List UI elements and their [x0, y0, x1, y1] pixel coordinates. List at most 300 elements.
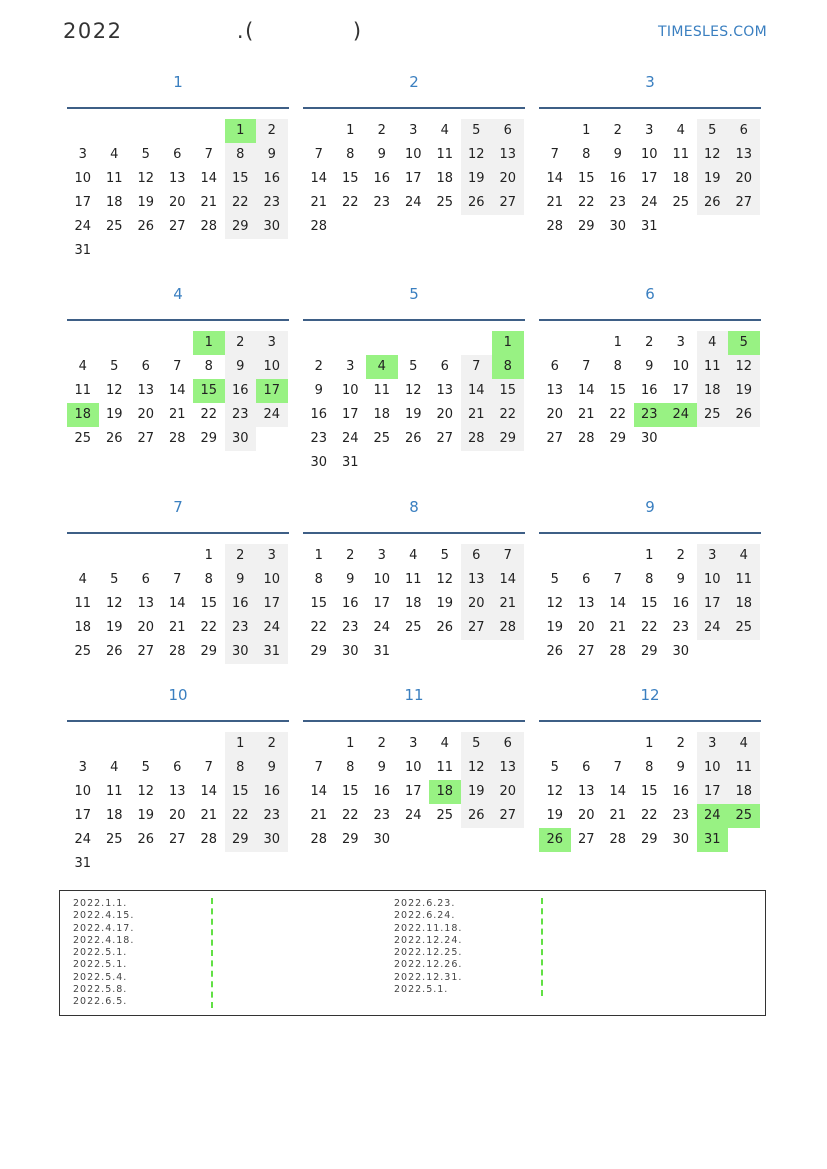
- day-cell[interactable]: 23: [609, 195, 627, 210]
- day-cell[interactable]: 13: [137, 596, 155, 611]
- day-cell[interactable]: 10: [697, 568, 729, 592]
- day-cell[interactable]: 2: [225, 544, 257, 568]
- day-cell[interactable]: 21: [310, 808, 328, 823]
- day-cell[interactable]: 17: [404, 171, 422, 186]
- day-cell[interactable]: 6: [141, 359, 150, 374]
- day-cell[interactable]: 23: [373, 808, 391, 823]
- day-cell[interactable]: 2: [346, 548, 355, 563]
- day-cell[interactable]: 6: [492, 119, 524, 143]
- day-cell[interactable]: 11: [105, 784, 123, 799]
- day-cell[interactable]: 30: [256, 215, 288, 239]
- day-cell[interactable]: 14: [200, 784, 218, 799]
- day-cell[interactable]: 25: [404, 620, 422, 635]
- day-cell[interactable]: 10: [640, 147, 658, 162]
- day-cell[interactable]: 14: [609, 596, 627, 611]
- day-cell[interactable]: 26: [697, 191, 729, 215]
- day-cell[interactable]: 21: [492, 592, 524, 616]
- day-cell[interactable]: 2: [256, 732, 288, 756]
- day-cell[interactable]: 20: [168, 195, 186, 210]
- day-cell[interactable]: 26: [137, 832, 155, 847]
- day-cell[interactable]: 3: [409, 736, 418, 751]
- day-cell[interactable]: 6: [141, 572, 150, 587]
- day-cell[interactable]: 15: [310, 596, 328, 611]
- day-cell[interactable]: 20: [492, 167, 524, 191]
- day-cell[interactable]: 23: [256, 191, 288, 215]
- day-cell[interactable]: 17: [697, 592, 729, 616]
- site-logo[interactable]: TIMESLES.COM: [658, 24, 767, 40]
- day-cell[interactable]: 22: [200, 407, 218, 422]
- day-cell[interactable]: 18: [404, 596, 422, 611]
- day-cell[interactable]: 15: [640, 784, 658, 799]
- day-cell[interactable]: 30: [672, 644, 690, 659]
- day-cell[interactable]: 1: [225, 732, 257, 756]
- day-cell[interactable]: 12: [404, 383, 422, 398]
- day-cell[interactable]: 19: [461, 780, 493, 804]
- day-cell[interactable]: 31: [74, 856, 92, 871]
- day-cell[interactable]: 7: [582, 359, 591, 374]
- day-cell[interactable]: 28: [492, 616, 524, 640]
- day-cell[interactable]: 10: [74, 171, 92, 186]
- day-cell[interactable]: 11: [404, 572, 422, 587]
- day-cell[interactable]: 24: [74, 219, 92, 234]
- day-cell[interactable]: 11: [436, 147, 454, 162]
- day-cell[interactable]: 28: [310, 219, 328, 234]
- day-cell[interactable]: 27: [168, 832, 186, 847]
- day-cell[interactable]: 22: [640, 808, 658, 823]
- day-cell[interactable]: 2: [256, 119, 288, 143]
- day-cell[interactable]: 3: [409, 123, 418, 138]
- day-cell[interactable]: 14: [200, 171, 218, 186]
- day-cell[interactable]: 5: [440, 548, 449, 563]
- day-cell[interactable]: 8: [204, 572, 213, 587]
- day-cell[interactable]: 13: [577, 596, 595, 611]
- day-cell[interactable]: 12: [137, 784, 155, 799]
- day-cell[interactable]: 27: [577, 832, 595, 847]
- day-cell[interactable]: 27: [546, 431, 564, 446]
- day-cell[interactable]: 28: [577, 431, 595, 446]
- day-cell[interactable]: 11: [74, 383, 92, 398]
- day-cell[interactable]: 8: [613, 359, 622, 374]
- day-cell[interactable]: 5: [461, 732, 493, 756]
- day-cell[interactable]: 3: [697, 732, 729, 756]
- day-cell[interactable]: 22: [577, 195, 595, 210]
- day-cell[interactable]: 12: [105, 596, 123, 611]
- day-cell[interactable]: 10: [256, 355, 288, 379]
- day-cell[interactable]: 12: [137, 171, 155, 186]
- day-cell[interactable]: 30: [310, 455, 328, 470]
- day-cell[interactable]: 19: [105, 620, 123, 635]
- day-cell[interactable]: 30: [256, 828, 288, 852]
- day-cell[interactable]: 20: [728, 167, 760, 191]
- day-cell[interactable]: 19: [137, 195, 155, 210]
- day-cell[interactable]: 12: [105, 383, 123, 398]
- day-cell[interactable]: 12: [436, 572, 454, 587]
- day-cell[interactable]: 16: [256, 780, 288, 804]
- day-cell[interactable]: 29: [200, 431, 218, 446]
- day-cell[interactable]: 21: [200, 808, 218, 823]
- day-cell[interactable]: 13: [168, 171, 186, 186]
- day-cell[interactable]: 26: [461, 804, 493, 828]
- day-cell[interactable]: 21: [461, 403, 493, 427]
- day-cell[interactable]: 7: [613, 760, 622, 775]
- day-cell[interactable]: 31: [256, 640, 288, 664]
- day-cell[interactable]: 16: [373, 784, 391, 799]
- day-cell[interactable]: 24: [341, 431, 359, 446]
- day-cell[interactable]: 12: [728, 355, 760, 379]
- holiday-day-cell[interactable]: 1: [225, 119, 257, 143]
- day-cell[interactable]: 22: [200, 620, 218, 635]
- day-cell[interactable]: 28: [546, 219, 564, 234]
- day-cell[interactable]: 17: [640, 171, 658, 186]
- day-cell[interactable]: 8: [645, 572, 654, 587]
- day-cell[interactable]: 7: [314, 760, 323, 775]
- day-cell[interactable]: 21: [200, 195, 218, 210]
- day-cell[interactable]: 26: [461, 191, 493, 215]
- day-cell[interactable]: 19: [546, 808, 564, 823]
- holiday-day-cell[interactable]: 18: [67, 403, 99, 427]
- day-cell[interactable]: 9: [377, 760, 386, 775]
- day-cell[interactable]: 29: [609, 431, 627, 446]
- day-cell[interactable]: 4: [676, 123, 685, 138]
- day-cell[interactable]: 13: [436, 383, 454, 398]
- day-cell[interactable]: 6: [582, 760, 591, 775]
- day-cell[interactable]: 14: [461, 379, 493, 403]
- day-cell[interactable]: 24: [404, 195, 422, 210]
- holiday-day-cell[interactable]: 8: [492, 355, 524, 379]
- day-cell[interactable]: 2: [613, 123, 622, 138]
- day-cell[interactable]: 8: [346, 147, 355, 162]
- day-cell[interactable]: 29: [640, 832, 658, 847]
- day-cell[interactable]: 17: [672, 383, 690, 398]
- day-cell[interactable]: 19: [105, 407, 123, 422]
- day-cell[interactable]: 27: [728, 191, 760, 215]
- day-cell[interactable]: 23: [672, 620, 690, 635]
- day-cell[interactable]: 13: [492, 756, 524, 780]
- day-cell[interactable]: 11: [728, 568, 760, 592]
- day-cell[interactable]: 14: [168, 596, 186, 611]
- day-cell[interactable]: 3: [645, 123, 654, 138]
- day-cell[interactable]: 4: [78, 359, 87, 374]
- day-cell[interactable]: 8: [225, 143, 257, 167]
- day-cell[interactable]: 7: [173, 572, 182, 587]
- day-cell[interactable]: 30: [672, 832, 690, 847]
- day-cell[interactable]: 7: [204, 147, 213, 162]
- day-cell[interactable]: 31: [341, 455, 359, 470]
- day-cell[interactable]: 18: [373, 407, 391, 422]
- day-cell[interactable]: 12: [546, 596, 564, 611]
- day-cell[interactable]: 25: [74, 644, 92, 659]
- day-cell[interactable]: 20: [492, 780, 524, 804]
- day-cell[interactable]: 25: [373, 431, 391, 446]
- day-cell[interactable]: 17: [256, 592, 288, 616]
- day-cell[interactable]: 14: [609, 784, 627, 799]
- day-cell[interactable]: 28: [310, 832, 328, 847]
- day-cell[interactable]: 9: [225, 568, 257, 592]
- day-cell[interactable]: 7: [314, 147, 323, 162]
- day-cell[interactable]: 13: [492, 143, 524, 167]
- day-cell[interactable]: 16: [373, 171, 391, 186]
- day-cell[interactable]: 24: [74, 832, 92, 847]
- day-cell[interactable]: 2: [645, 335, 654, 350]
- day-cell[interactable]: 3: [78, 147, 87, 162]
- day-cell[interactable]: 5: [141, 147, 150, 162]
- day-cell[interactable]: 27: [577, 644, 595, 659]
- day-cell[interactable]: 3: [697, 544, 729, 568]
- day-cell[interactable]: 2: [676, 736, 685, 751]
- day-cell[interactable]: 2: [225, 331, 257, 355]
- day-cell[interactable]: 24: [640, 195, 658, 210]
- day-cell[interactable]: 24: [404, 808, 422, 823]
- day-cell[interactable]: 30: [640, 431, 658, 446]
- day-cell[interactable]: 20: [137, 407, 155, 422]
- day-cell[interactable]: 10: [672, 359, 690, 374]
- day-cell[interactable]: 16: [310, 407, 328, 422]
- day-cell[interactable]: 18: [105, 808, 123, 823]
- day-cell[interactable]: 9: [256, 756, 288, 780]
- day-cell[interactable]: 9: [676, 760, 685, 775]
- day-cell[interactable]: 5: [110, 572, 119, 587]
- day-cell[interactable]: 9: [346, 572, 355, 587]
- day-cell[interactable]: 3: [256, 331, 288, 355]
- day-cell[interactable]: 15: [341, 784, 359, 799]
- day-cell[interactable]: 8: [346, 760, 355, 775]
- day-cell[interactable]: 19: [697, 167, 729, 191]
- day-cell[interactable]: 21: [577, 407, 595, 422]
- day-cell[interactable]: 12: [697, 143, 729, 167]
- day-cell[interactable]: 14: [577, 383, 595, 398]
- day-cell[interactable]: 5: [697, 119, 729, 143]
- day-cell[interactable]: 6: [173, 760, 182, 775]
- day-cell[interactable]: 27: [436, 431, 454, 446]
- day-cell[interactable]: 5: [550, 760, 559, 775]
- day-cell[interactable]: 29: [225, 828, 257, 852]
- day-cell[interactable]: 17: [697, 780, 729, 804]
- day-cell[interactable]: 11: [74, 596, 92, 611]
- day-cell[interactable]: 21: [310, 195, 328, 210]
- day-cell[interactable]: 14: [168, 383, 186, 398]
- day-cell[interactable]: 13: [461, 568, 493, 592]
- day-cell[interactable]: 16: [672, 596, 690, 611]
- day-cell[interactable]: 12: [461, 143, 493, 167]
- day-cell[interactable]: 2: [377, 123, 386, 138]
- day-cell[interactable]: 11: [105, 171, 123, 186]
- day-cell[interactable]: 27: [137, 431, 155, 446]
- day-cell[interactable]: 22: [640, 620, 658, 635]
- day-cell[interactable]: 27: [492, 191, 524, 215]
- day-cell[interactable]: 26: [728, 403, 760, 427]
- day-cell[interactable]: 25: [728, 616, 760, 640]
- day-cell[interactable]: 23: [310, 431, 328, 446]
- day-cell[interactable]: 24: [256, 403, 288, 427]
- day-cell[interactable]: 13: [137, 383, 155, 398]
- day-cell[interactable]: 9: [314, 383, 323, 398]
- day-cell[interactable]: 27: [137, 644, 155, 659]
- day-cell[interactable]: 4: [697, 331, 729, 355]
- day-cell[interactable]: 15: [341, 171, 359, 186]
- day-cell[interactable]: 3: [346, 359, 355, 374]
- day-cell[interactable]: 6: [461, 544, 493, 568]
- day-cell[interactable]: 19: [546, 620, 564, 635]
- day-cell[interactable]: 10: [404, 760, 422, 775]
- day-cell[interactable]: 8: [225, 756, 257, 780]
- day-cell[interactable]: 31: [640, 219, 658, 234]
- day-cell[interactable]: 10: [341, 383, 359, 398]
- day-cell[interactable]: 5: [550, 572, 559, 587]
- day-cell[interactable]: 10: [74, 784, 92, 799]
- day-cell[interactable]: 16: [341, 596, 359, 611]
- day-cell[interactable]: 30: [225, 640, 257, 664]
- holiday-day-cell[interactable]: 1: [193, 331, 225, 355]
- day-cell[interactable]: 23: [672, 808, 690, 823]
- day-cell[interactable]: 21: [168, 620, 186, 635]
- day-cell[interactable]: 8: [645, 760, 654, 775]
- day-cell[interactable]: 26: [436, 620, 454, 635]
- holiday-day-cell[interactable]: 26: [539, 828, 571, 852]
- day-cell[interactable]: 9: [377, 147, 386, 162]
- day-cell[interactable]: 4: [409, 548, 418, 563]
- day-cell[interactable]: 2: [314, 359, 323, 374]
- day-cell[interactable]: 2: [676, 548, 685, 563]
- day-cell[interactable]: 1: [314, 548, 323, 563]
- day-cell[interactable]: 25: [74, 431, 92, 446]
- day-cell[interactable]: 6: [440, 359, 449, 374]
- day-cell[interactable]: 15: [492, 379, 524, 403]
- day-cell[interactable]: 10: [404, 147, 422, 162]
- day-cell[interactable]: 4: [440, 123, 449, 138]
- day-cell[interactable]: 6: [582, 572, 591, 587]
- day-cell[interactable]: 29: [640, 644, 658, 659]
- day-cell[interactable]: 2: [377, 736, 386, 751]
- day-cell[interactable]: 6: [550, 359, 559, 374]
- day-cell[interactable]: 16: [609, 171, 627, 186]
- holiday-day-cell[interactable]: 24: [697, 804, 729, 828]
- day-cell[interactable]: 5: [461, 119, 493, 143]
- day-cell[interactable]: 23: [373, 195, 391, 210]
- holiday-day-cell[interactable]: 15: [193, 379, 225, 403]
- day-cell[interactable]: 11: [436, 760, 454, 775]
- day-cell[interactable]: 14: [310, 171, 328, 186]
- holiday-day-cell[interactable]: 5: [728, 331, 760, 355]
- day-cell[interactable]: 25: [105, 219, 123, 234]
- day-cell[interactable]: 20: [436, 407, 454, 422]
- day-cell[interactable]: 27: [492, 804, 524, 828]
- day-cell[interactable]: 26: [137, 219, 155, 234]
- day-cell[interactable]: 7: [492, 544, 524, 568]
- day-cell[interactable]: 1: [204, 548, 213, 563]
- day-cell[interactable]: 22: [225, 804, 257, 828]
- day-cell[interactable]: 1: [645, 736, 654, 751]
- holiday-day-cell[interactable]: 4: [366, 355, 398, 379]
- day-cell[interactable]: 24: [373, 620, 391, 635]
- day-cell[interactable]: 1: [346, 123, 355, 138]
- holiday-day-cell[interactable]: 31: [697, 828, 729, 852]
- day-cell[interactable]: 9: [645, 359, 654, 374]
- day-cell[interactable]: 15: [640, 596, 658, 611]
- day-cell[interactable]: 9: [256, 143, 288, 167]
- day-cell[interactable]: 20: [577, 808, 595, 823]
- day-cell[interactable]: 9: [676, 572, 685, 587]
- day-cell[interactable]: 16: [256, 167, 288, 191]
- day-cell[interactable]: 1: [582, 123, 591, 138]
- day-cell[interactable]: 22: [609, 407, 627, 422]
- day-cell[interactable]: 22: [341, 808, 359, 823]
- day-cell[interactable]: 30: [225, 427, 257, 451]
- day-cell[interactable]: 5: [141, 760, 150, 775]
- day-cell[interactable]: 25: [672, 195, 690, 210]
- day-cell[interactable]: 13: [546, 383, 564, 398]
- day-cell[interactable]: 14: [492, 568, 524, 592]
- day-cell[interactable]: 9: [225, 355, 257, 379]
- holiday-day-cell[interactable]: 25: [728, 804, 760, 828]
- day-cell[interactable]: 11: [373, 383, 391, 398]
- day-cell[interactable]: 11: [672, 147, 690, 162]
- day-cell[interactable]: 23: [256, 804, 288, 828]
- day-cell[interactable]: 24: [256, 616, 288, 640]
- day-cell[interactable]: 13: [168, 784, 186, 799]
- day-cell[interactable]: 29: [200, 644, 218, 659]
- day-cell[interactable]: 18: [436, 171, 454, 186]
- day-cell[interactable]: 15: [200, 596, 218, 611]
- day-cell[interactable]: 31: [74, 243, 92, 258]
- day-cell[interactable]: 4: [440, 736, 449, 751]
- day-cell[interactable]: 3: [676, 335, 685, 350]
- day-cell[interactable]: 31: [373, 644, 391, 659]
- holiday-day-cell[interactable]: 17: [256, 379, 288, 403]
- day-cell[interactable]: 17: [74, 808, 92, 823]
- day-cell[interactable]: 3: [78, 760, 87, 775]
- day-cell[interactable]: 10: [373, 572, 391, 587]
- day-cell[interactable]: 22: [341, 195, 359, 210]
- day-cell[interactable]: 6: [728, 119, 760, 143]
- day-cell[interactable]: 8: [582, 147, 591, 162]
- day-cell[interactable]: 15: [225, 167, 257, 191]
- day-cell[interactable]: 9: [613, 147, 622, 162]
- day-cell[interactable]: 19: [137, 808, 155, 823]
- day-cell[interactable]: 26: [105, 644, 123, 659]
- day-cell[interactable]: 4: [728, 544, 760, 568]
- day-cell[interactable]: 21: [609, 808, 627, 823]
- day-cell[interactable]: 16: [672, 784, 690, 799]
- day-cell[interactable]: 26: [105, 431, 123, 446]
- day-cell[interactable]: 13: [728, 143, 760, 167]
- day-cell[interactable]: 19: [728, 379, 760, 403]
- day-cell[interactable]: 18: [105, 195, 123, 210]
- day-cell[interactable]: 25: [105, 832, 123, 847]
- day-cell[interactable]: 25: [697, 403, 729, 427]
- day-cell[interactable]: 7: [550, 147, 559, 162]
- day-cell[interactable]: 11: [728, 756, 760, 780]
- day-cell[interactable]: 5: [110, 359, 119, 374]
- day-cell[interactable]: 22: [225, 191, 257, 215]
- day-cell[interactable]: 6: [492, 732, 524, 756]
- day-cell[interactable]: 16: [225, 379, 257, 403]
- day-cell[interactable]: 20: [577, 620, 595, 635]
- day-cell[interactable]: 1: [613, 335, 622, 350]
- day-cell[interactable]: 25: [436, 808, 454, 823]
- day-cell[interactable]: 29: [225, 215, 257, 239]
- day-cell[interactable]: 19: [404, 407, 422, 422]
- day-cell[interactable]: 18: [697, 379, 729, 403]
- day-cell[interactable]: 19: [436, 596, 454, 611]
- day-cell[interactable]: 6: [173, 147, 182, 162]
- day-cell[interactable]: 18: [728, 592, 760, 616]
- holiday-day-cell[interactable]: 18: [429, 780, 461, 804]
- day-cell[interactable]: 17: [74, 195, 92, 210]
- day-cell[interactable]: 27: [461, 616, 493, 640]
- day-cell[interactable]: 20: [546, 407, 564, 422]
- day-cell[interactable]: 11: [697, 355, 729, 379]
- day-cell[interactable]: 21: [609, 620, 627, 635]
